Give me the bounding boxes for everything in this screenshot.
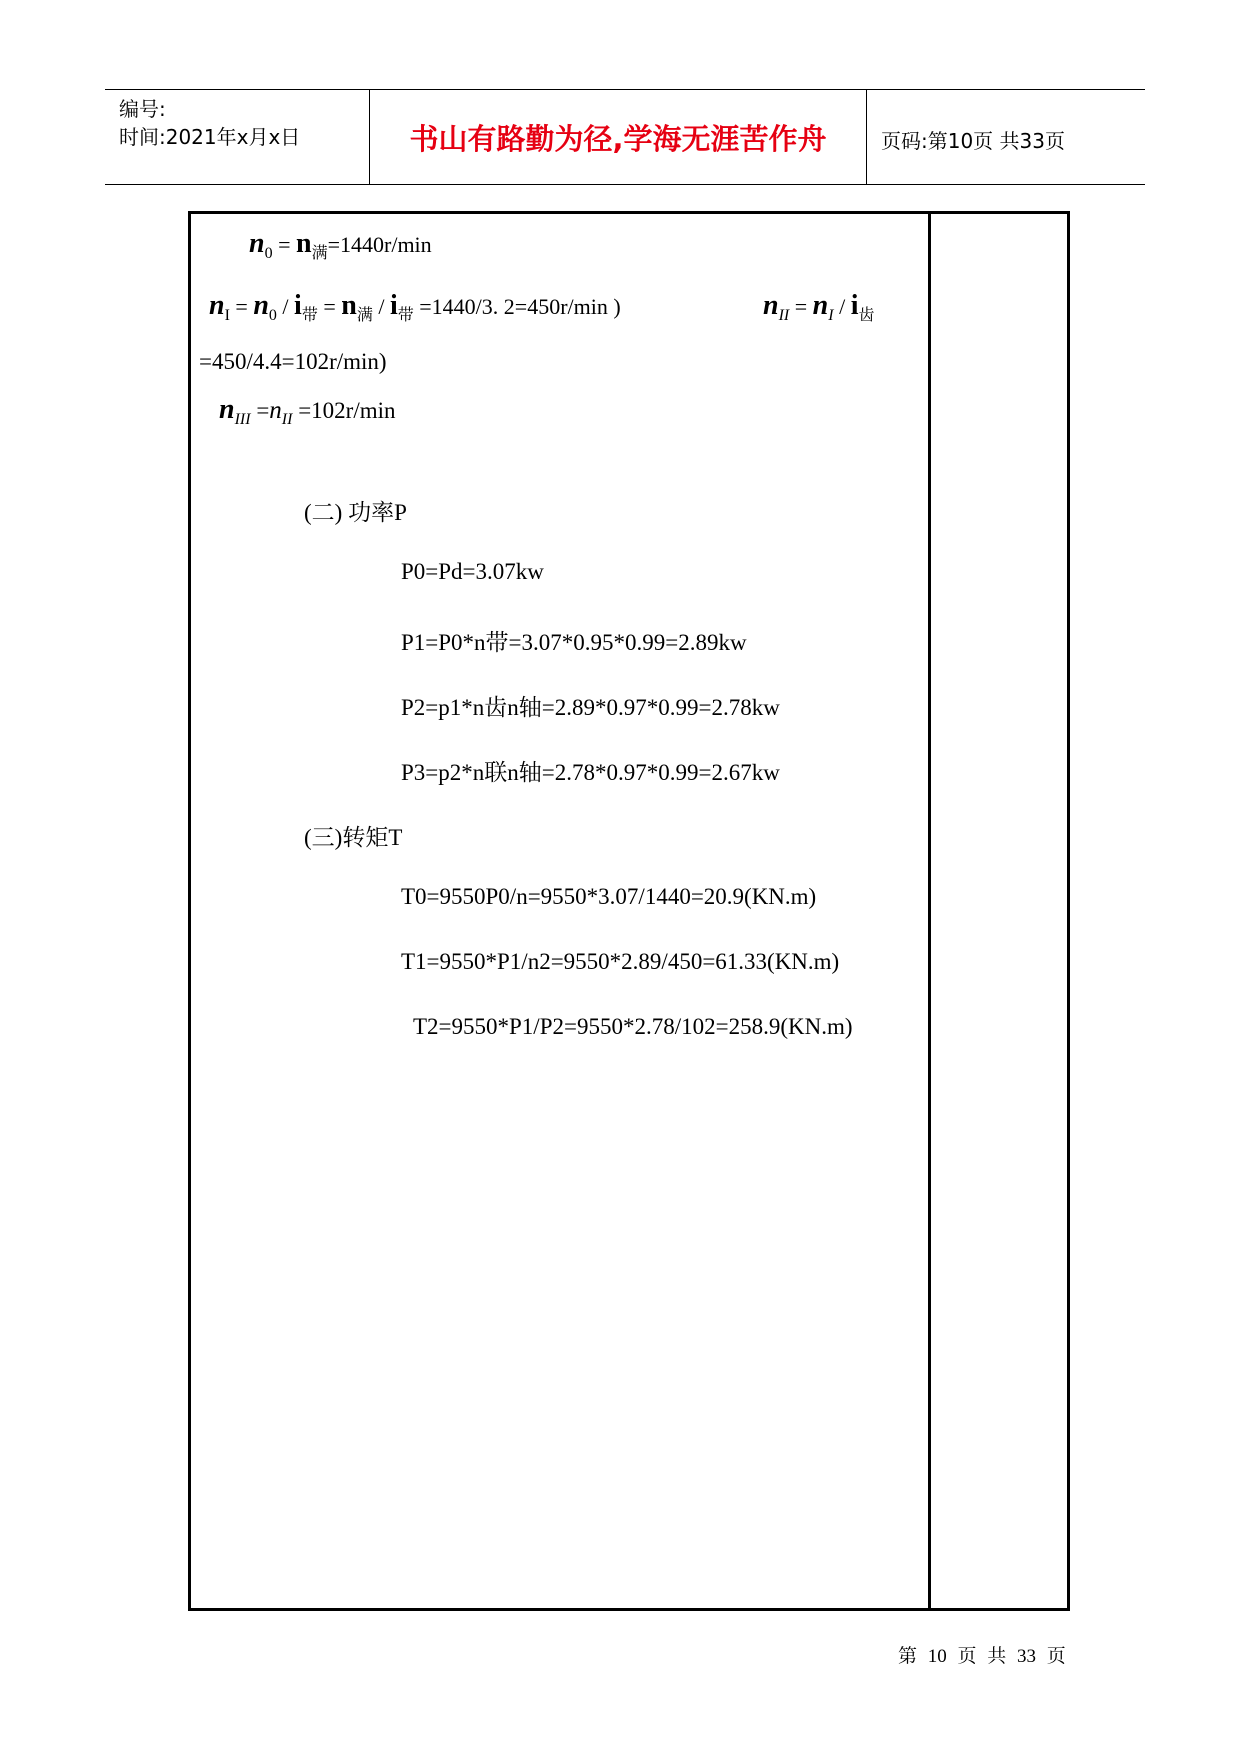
slash: / xyxy=(372,294,390,319)
symbol: n xyxy=(763,290,779,321)
symbol: n xyxy=(253,290,269,321)
formula-n2 xyxy=(763,290,874,325)
formula-n1 xyxy=(209,290,621,325)
torque-heading: (三)转矩T xyxy=(304,825,403,850)
equals: = xyxy=(789,294,813,319)
slash: / xyxy=(833,294,851,319)
subscript: I xyxy=(828,307,834,324)
equals: = xyxy=(229,294,254,319)
header-page-cell xyxy=(867,90,1145,184)
content-frame xyxy=(188,211,1070,1611)
symbol: i xyxy=(389,290,398,321)
page-code: 页码:第10页 共33页 xyxy=(881,129,1065,153)
subscript: II xyxy=(281,411,293,428)
serial-label: 编号: xyxy=(119,97,166,121)
side-column-divider xyxy=(928,214,931,1608)
page-header xyxy=(105,89,1145,185)
formula-n2-continued: =450/4.4=102r/min) xyxy=(199,349,387,374)
subscript: 0 xyxy=(264,245,273,262)
equals: = xyxy=(250,398,270,423)
motto: 书山有路勤为径,学海无涯苦作舟 xyxy=(409,122,827,156)
equals: = xyxy=(317,294,342,319)
torque-line: T2=9550*P1/P2=9550*2.78/102=258.9(KN.m) xyxy=(413,1014,853,1039)
subscript: II xyxy=(778,307,790,324)
subscript: 带 xyxy=(397,307,414,324)
subscript: 满 xyxy=(311,245,328,262)
torque-line: T1=9550*P1/n2=9550*2.89/450=61.33(KN.m) xyxy=(401,949,840,974)
symbol: n xyxy=(269,397,282,424)
symbol: n xyxy=(341,290,357,321)
subscript: 带 xyxy=(301,307,318,324)
equals: = xyxy=(272,232,296,257)
power-line: P1=P0*n带=3.07*0.95*0.99=2.89kw xyxy=(401,630,747,655)
subscript: III xyxy=(234,411,251,428)
formula-text: =102r/min xyxy=(292,398,396,423)
page-footer: 第 10 页 共 33 页 xyxy=(898,1646,1066,1667)
formula-text: =1440r/min xyxy=(327,232,432,257)
symbol: n xyxy=(296,228,312,259)
symbol: n xyxy=(209,290,225,321)
power-line: P2=p1*n齿n轴=2.89*0.97*0.99=2.78kw xyxy=(401,695,780,720)
header-info-cell xyxy=(105,90,369,184)
formula-text: =1440/3. 2=450r/min ) xyxy=(413,294,621,319)
formula-n0 xyxy=(249,228,432,263)
subscript: 齿 xyxy=(858,307,875,324)
formula-n3 xyxy=(219,394,396,429)
subscript: 0 xyxy=(268,307,277,324)
subscript: I xyxy=(224,307,230,324)
power-heading: (二) 功率P xyxy=(304,500,407,525)
power-line: P3=p2*n联n轴=2.78*0.97*0.99=2.67kw xyxy=(401,760,780,785)
date-line: 时间:2021年x月x日 xyxy=(119,125,301,149)
slash: / xyxy=(276,294,295,319)
symbol: i xyxy=(294,290,302,321)
power-line: P0=Pd=3.07kw xyxy=(401,559,544,584)
subscript: 满 xyxy=(356,307,373,324)
symbol: i xyxy=(850,290,859,321)
torque-line: T0=9550P0/n=9550*3.07/1440=20.9(KN.m) xyxy=(401,884,817,909)
symbol: n xyxy=(219,394,235,425)
symbol: n xyxy=(249,228,265,259)
header-motto-cell xyxy=(369,90,867,184)
symbol: n xyxy=(812,290,829,321)
